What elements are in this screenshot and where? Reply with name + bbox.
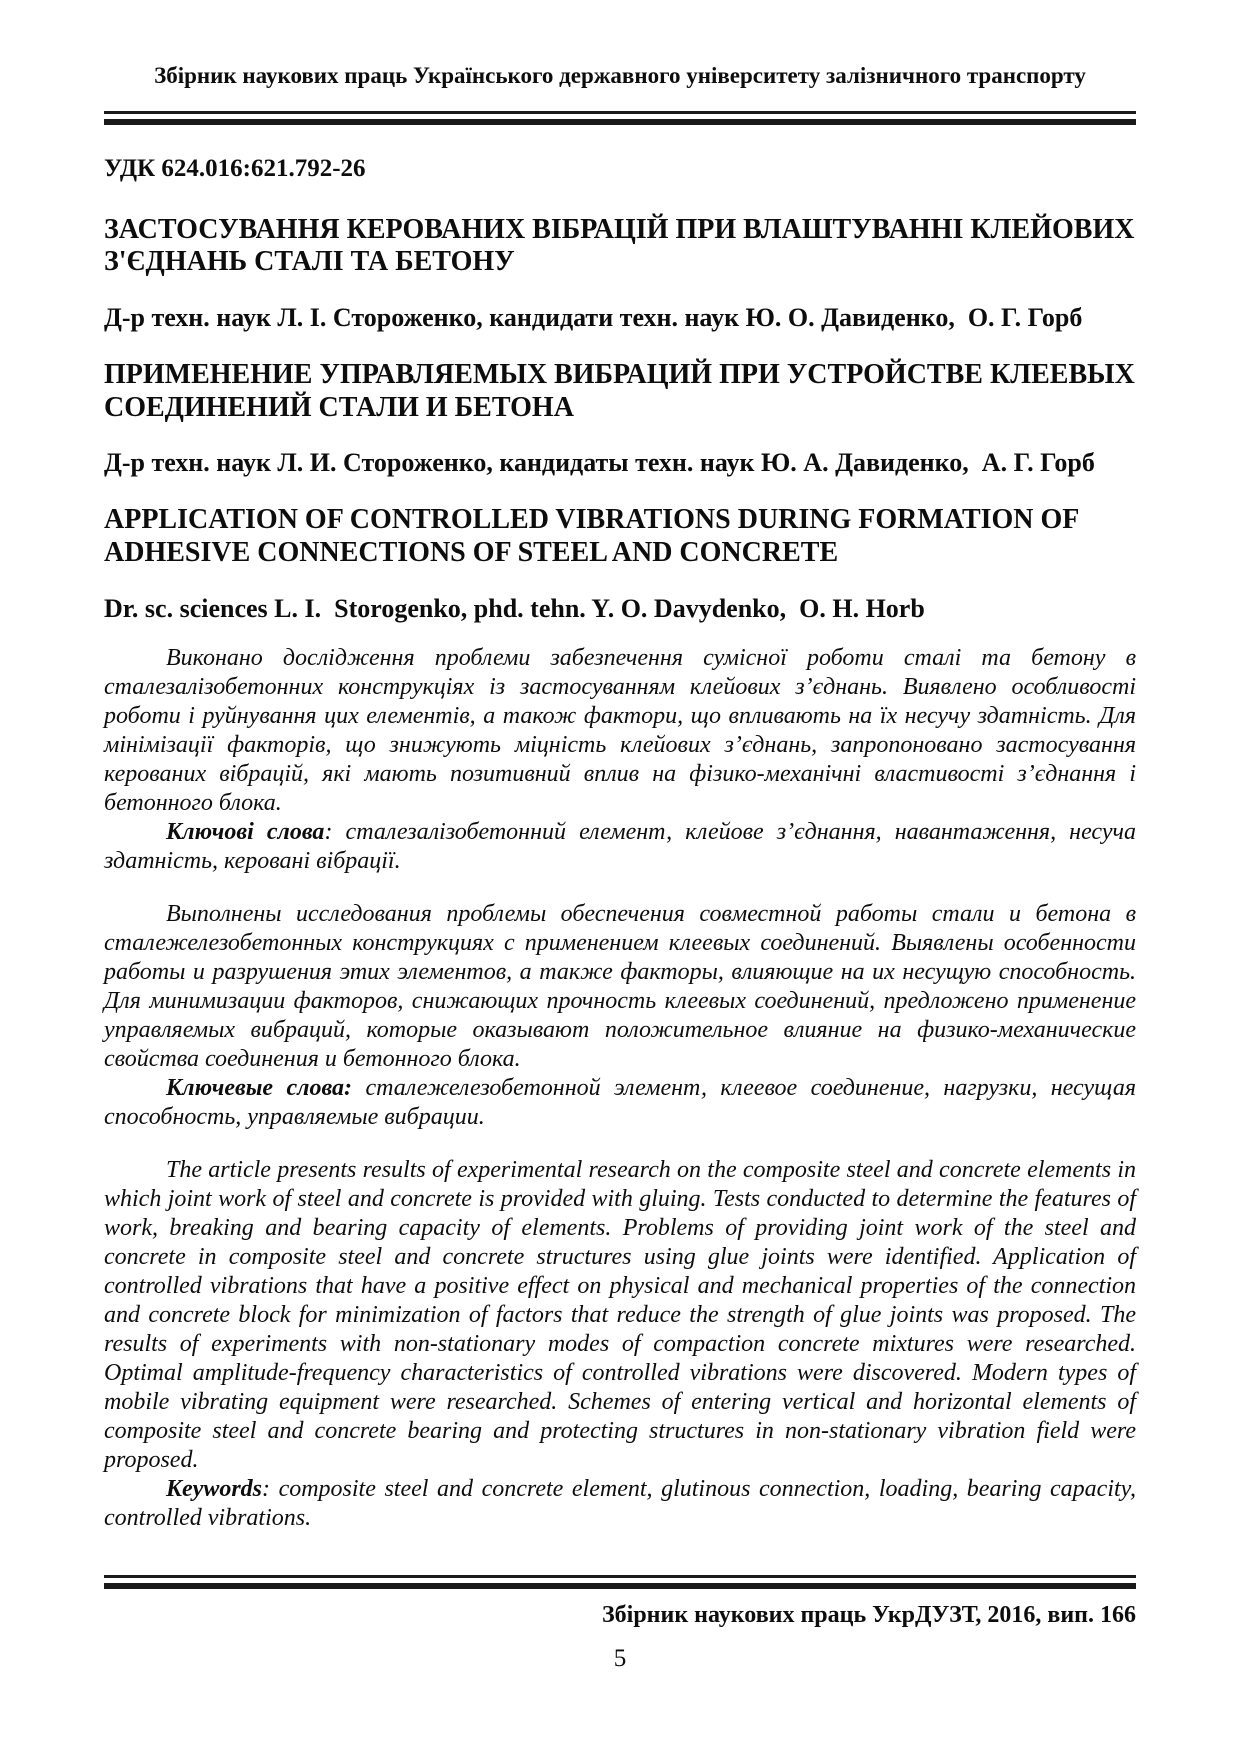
abstract-english: The article presents results of experimental research on the composite steel and concrete elements in which joint work of steel and concrete is provided with gluing. Tests conducted to determine the features of work, breaking and bearing capacity of elements. Problems of providing joint work of the steel and concrete in composite steel and concrete structures using glue joints were identified. Application of controlled vibrations that have a positive effect on physical and mechanical properties of the connection and concrete block for minimization of factors that reduce the strength of glue joints was proposed. The results of experiments with non-stationary modes of compaction concrete mixtures were researched. Optimal amplitude-frequency characteristics of controlled vibrations were discovered. Modern types of mobile vibrating equipment were researched. Schemes of entering vertical and horizontal elements of composite steel and concrete bearing and protecting structures in non-stationary vibration field were proposed.: [104, 1156, 1136, 1473]
keywords-text-english: : composite steel and concrete element, glutinous connection, loading, bearing capacity, controlled vibrations.: [104, 1475, 1136, 1531]
article-title-ukrainian: ЗАСТОСУВАННЯ КЕРОВАНИХ ВІБРАЦІЙ ПРИ ВЛАШТУВАННІ КЛЕЙОВИХ З'ЄДНАНЬ СТАЛІ ТА БЕТОНУ: [104, 213, 1135, 278]
abstract-section-english: [104, 1156, 1136, 1533]
keywords-text-russian: сталежелезобетонной элемент, клеевое соединение, нагрузки, несущая способность, управляемые вибрации.: [104, 1074, 1137, 1130]
authors-russian: Д-р техн. наук Л. И. Стороженко, кандидаты техн. наук Ю. А. Давиденко, А. Г. Горб: [104, 448, 1095, 478]
abstract-section-russian: [104, 900, 1136, 1132]
abstract-section-ukrainian: [104, 644, 1136, 876]
abstract-ukrainian: Виконано дослідження проблеми забезпечення сумісної роботи сталі та бетону в сталезалізобетонних конструкціях із застосуванням клейових з’єднань. Виявлено особливості роботи і руйнування цих елементів, а також фактори, що впливають на їх несучу здатність. Для мінімізації факторів, що знижують міцність клейових з’єднань, запропоновано застосування керованих вібрацій, які мають позитивний вплив на фізико-механічні властивості з’єднання і бетонного блока.: [104, 644, 1136, 816]
page-footer: [104, 1561, 1136, 1674]
udc-code: УДК 624.016:621.792-26: [104, 154, 366, 182]
article-title-english: APPLICATION OF CONTROLLED VIBRATIONS DURING FORMATION OF ADHESIVE CONNECTIONS OF STEEL AND CONCRETE: [104, 504, 1079, 569]
keywords-ukrainian: [104, 818, 1136, 876]
keywords-label-english: Keywords: [166, 1475, 262, 1502]
footer-rule: [104, 1575, 1136, 1589]
keywords-english: [104, 1475, 1136, 1533]
authors-ukrainian: Д-р техн. наук Л. І. Стороженко, кандидати техн. наук Ю. О. Давиденко, О. Г. Горб: [104, 303, 1083, 332]
abstract-russian: Выполнены исследования проблемы обеспечения совместной работы стали и бетона в сталежелезобетонных конструкциях с применением клеевых соединений. Выявлены особенности работы и разрушения этих элементов, а также факторы, влияющие на их несущую способность. Для минимизации факторов, снижающих прочность клеевых соединений, предложено применение управляемых вибраций, которые оказывают положительное влияние на физико-механические свойства соединения и бетонного блока.: [104, 900, 1136, 1072]
page-number: 5: [613, 1645, 627, 1672]
keywords-russian: [104, 1074, 1136, 1132]
footer-journal-reference: Збірник наукових праць УкрДУЗТ, 2016, вип. 166: [602, 1602, 1136, 1629]
keywords-label-russian: Ключевые слова:: [166, 1074, 353, 1101]
keywords-text-ukrainian: : сталезалізобетонний елемент, клейове з’єднання, навантаження, несуча здатність, керовані вібрації.: [104, 818, 1137, 874]
authors-english: Dr. sc. sciences L. I. Storogenko, phd. tehn. Y. O. Davydenko, O. H. Horb: [104, 593, 925, 623]
keywords-label-ukrainian: Ключові слова: [166, 818, 325, 845]
header-rule: [104, 111, 1136, 125]
article-title-russian: ПРИМЕНЕНИЕ УПРАВЛЯЕМЫХ ВИБРАЦИЙ ПРИ УСТРОЙСТВЕ КЛЕЕВЫХ СОЕДИНЕНИЙ СТАЛИ И БЕТОНА: [104, 358, 1135, 423]
journal-header: Збірник наукових праць Українського державного університету залізничного транспорту: [154, 63, 1086, 88]
